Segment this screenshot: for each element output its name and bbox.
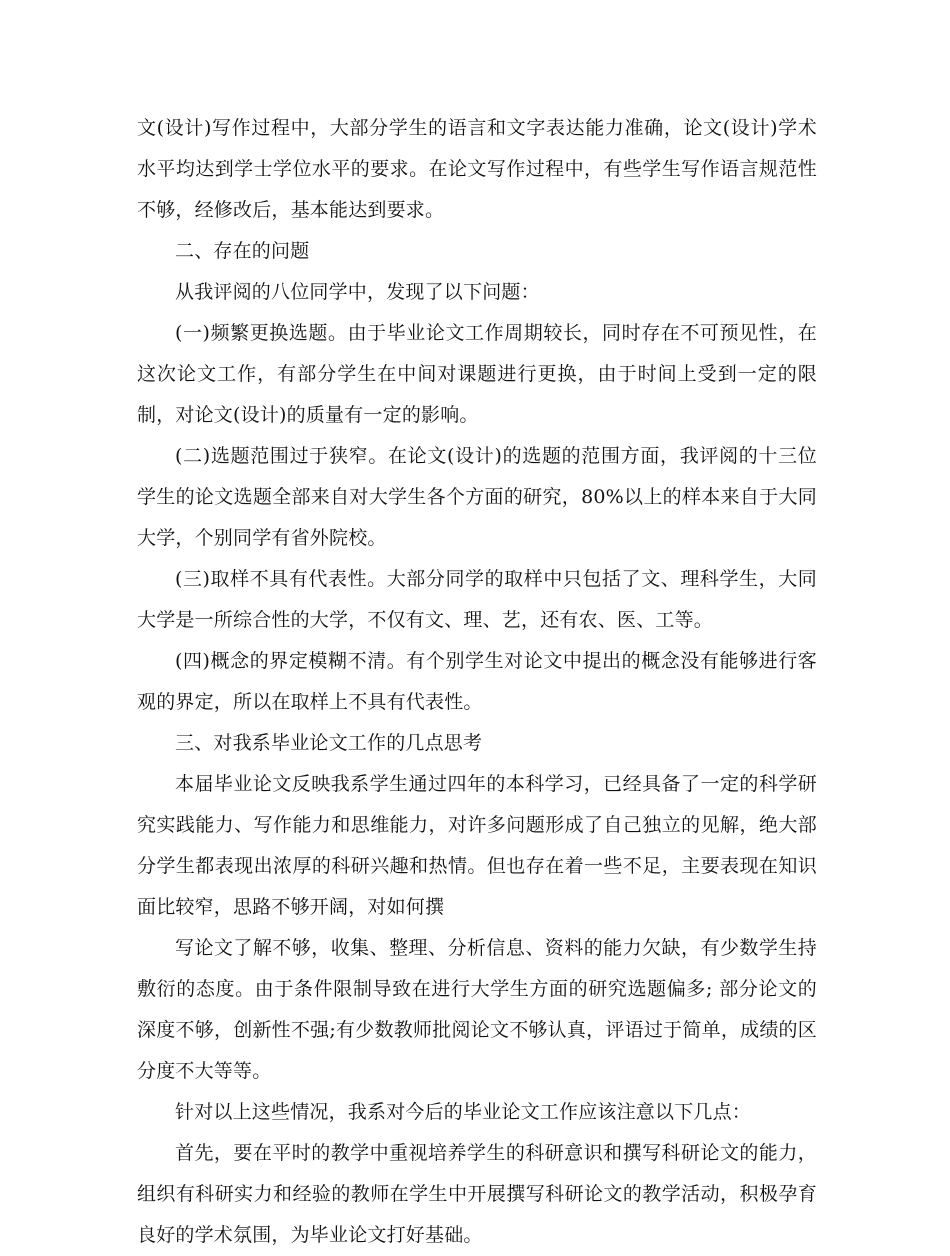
paragraph-problem-4: (四)概念的界定模糊不清。有个别学生对论文中提出的概念没有能够进行客观的界定，所以在取样上不具有代表性。 [137,650,817,713]
section-heading-thoughts: 三、对我系毕业论文工作的几点思考 [175,732,483,754]
paragraph-intro: 从我评阅的八位同学中，发现了以下问题： [175,281,540,303]
paragraph-first-point: 首先，要在平时的教学中重视培养学生的科研意识和撰写科研论文的能力，组织有科研实力和经验的教师在学生中开展撰写科研论文的教学活动，积极孕育良好的学术氛围，为毕业论文打好基础。 [137,1142,817,1246]
paragraph-shortcomings: 写论文了解不够，收集、整理、分析信息、资料的能力欠缺，有少数学生持敷衍的态度。由于条件限制导致在进行大学生方面的研究选题偏多; 部分论文的深度不够，创新性不强;有少数教师批阅论文不够认真，评语过于简单，成绩的区分度不大等等。 [137,937,817,1082]
paragraph-summary: 本届毕业论文反映我系学生通过四年的本科学习，已经具备了一定的科学研究实践能力、写作能力和思维能力，对许多问题形成了自己独立的见解，绝大部分学生都表现出浓厚的科研兴趣和热情。但也存在着一些不足，主要表现在知识面比较窄，思路不够开阔，对如何撰 [137,773,817,918]
paragraph-problem-2: (二)选题范围过于狭窄。在论文(设计)的选题的范围方面，我评阅的十三位学生的论文选题全部来自对大学生各个方面的研究，80%以上的样本来自于大同大学，个别同学有省外院校。 [137,445,817,549]
paragraph-problem-3: (三)取样不具有代表性。大部分同学的取样中只包括了文、理科学生，大同大学是一所综合性的大学，不仅有文、理、艺，还有农、医、工等。 [137,568,817,631]
paragraph-continuation: 文(设计)写作过程中，大部分学生的语言和文字表达能力准确，论文(设计)学术水平均达到学士学位水平的要求。在论文写作过程中，有些学生写作语言规范性不够，经修改后，基本能达到要求。 [137,117,817,221]
section-heading-problems: 二、存在的问题 [175,240,310,262]
paragraph-problem-1: (一)频繁更换选题。由于毕业论文工作周期较长，同时存在不可预见性，在这次论文工作，有部分学生在中间对课题进行更换，由于时间上受到一定的限制，对论文(设计)的质量有一定的影响。 [137,322,817,426]
document-body [137,108,817,1256]
paragraph-points-intro: 针对以上这些情况，我系对今后的毕业论文工作应该注意以下几点： [175,1101,752,1123]
